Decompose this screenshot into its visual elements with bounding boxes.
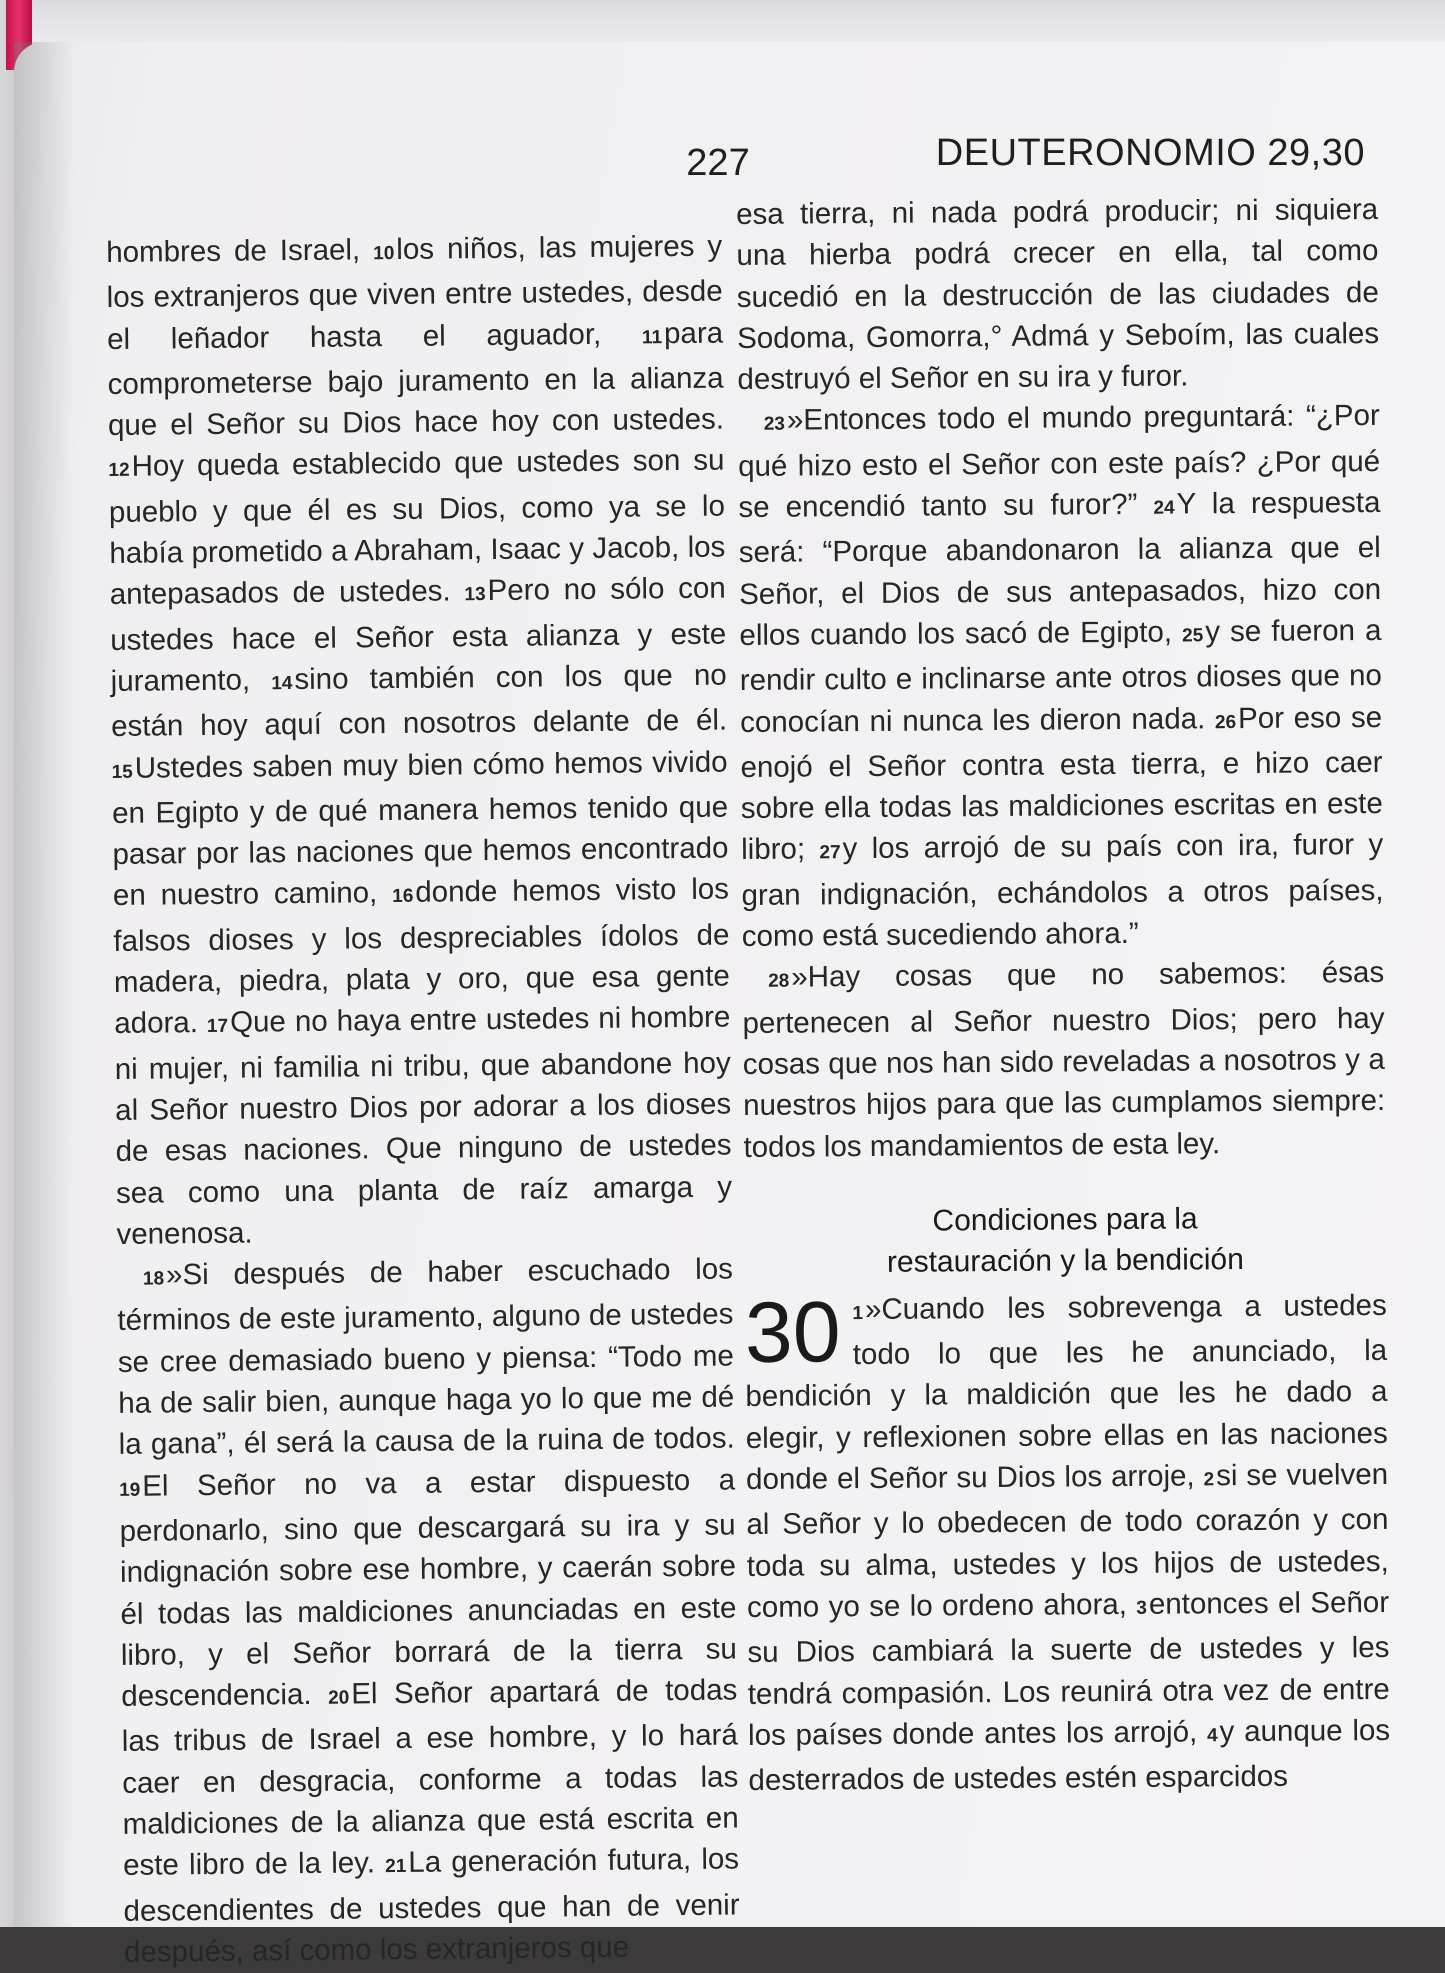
verse-number: 28 (768, 970, 790, 993)
verse-number: 1 (852, 1302, 864, 1324)
verse-text: El Señor no va a estar dispuesto a perdonarlo, sino que descargará su ira y su indignación sobre ese hombre, y caerán sobre él todas las maldiciones anunciadas en este libro, y el Señor borrará de la tierra su descendencia. (119, 1463, 738, 1714)
verse-number: 13 (464, 584, 486, 606)
verse-text: si se vuelven al Señor y lo obedecen de todo corazón y con toda su alma, ustedes y los hijos de ustedes, como yo se lo ordeno ahora, (746, 1457, 1389, 1624)
verse-number: 16 (392, 886, 414, 908)
verse-number: 18 (142, 1268, 165, 1290)
verse-text: Por eso se enojó el Señor contra esta tierra, e hizo caer sobre ella todas las maldiciones escritas en este libro; (740, 700, 1383, 867)
paragraph (736, 189, 1380, 401)
right-column (736, 189, 1391, 1801)
verse-number: 17 (206, 1016, 229, 1038)
verse-number: 21 (385, 1856, 407, 1878)
verse-text: Que no haya entre ustedes ni hombre ni mujer, ni familia ni tribu, que abandone hoy al Señor nuestro Dios por adorar a los dioses de esas naciones. Que ninguno de ustedes sea como una planta de raíz amarga y venenosa. (114, 1000, 733, 1251)
chapter-number: 30 (744, 1284, 841, 1381)
verse-number: 3 (1136, 1597, 1148, 1619)
verse-text: los niños, las mujeres y los extranjeros que viven entre ustedes, desde el leñador hasta el aguador, (106, 229, 723, 356)
left-column (106, 226, 740, 1973)
verse-text: y los arrojó de su país con ira, furor y gran indignación, echándolos a otros países, como está sucediendo ahora.” (741, 828, 1384, 954)
verse-text: El Señor apartará de todas las tribus de Israel a ese hombre, y lo hará caer en desgracia, conforme a todas las maldiciones de la alianza que está escrita en este libro de la ley. (121, 1673, 739, 1883)
verse-text: »Si después de haber escuchado los términos de este juramento, alguno de ustedes se cree demasiado bueno y piensa: “Todo me ha de salir bien, aunque haga yo lo que me dé la gana”, él será la causa de la ruina de todos. (117, 1252, 735, 1462)
verse-text: »Entonces todo el mundo preguntará: “¿Por qué hizo esto el Señor con este país? ¿Por qué se encendió tanto su furor?” (738, 399, 1381, 525)
paragraph (738, 395, 1384, 957)
verse-number: 24 (1153, 497, 1175, 519)
verse-number: 25 (1182, 625, 1204, 647)
section-heading (744, 1197, 1387, 1284)
verse-text: La generación futura, los descendientes de ustedes que han de venir después, así como los extranjeros que (123, 1842, 740, 1969)
verse-text: donde hemos visto los falsos dioses y los despreciables ídolos de madera, piedra, plata y oro, que esa gente adora. (113, 872, 730, 1041)
paragraph (742, 952, 1386, 1168)
verse-number: 12 (108, 460, 130, 482)
chapter-paragraph (745, 1285, 1391, 1802)
verse-number: 27 (819, 842, 841, 864)
verse-text: »Hay cosas que no sabemos: ésas pertenecen al Señor nuestro Dios; pero hay cosas que nos han sido reveladas a nosotros y a nuestros hijos para que las cumplamos siempre: todos los mandamientos de esta ley. (742, 956, 1386, 1164)
verse-text: y se fueron a rendir culto e inclinarse ante otros dioses que no conocían ni nunca les dieron nada. (739, 613, 1382, 739)
paragraph (106, 226, 733, 1256)
verse-number: 10 (373, 242, 395, 265)
verse-text: Pero no sólo con ustedes hace el Señor esta alianza y este juramento, (110, 571, 727, 698)
background-strip (30, 0, 1445, 48)
verse-number: 4 (1206, 1725, 1218, 1747)
verse-text: y aunque los desterrados de ustedes estén esparcidos (748, 1713, 1391, 1798)
verse-text: esa tierra, ni nada podrá producir; ni siquiera una hierba podrá crecer en ella, tal como sucedió en la destrucción de las ciudades de Sodoma, Gomorra,° Admá y Seboím, las cuales destruyó el Señor en su ira y furor. (736, 192, 1380, 397)
verse-number: 15 (111, 761, 133, 783)
verse-number: 20 (328, 1687, 350, 1709)
verse-number: 14 (271, 673, 293, 695)
running-head: DEUTERONOMIO 29,30 (935, 132, 1365, 174)
book-edge (0, 0, 14, 1927)
section-heading-line: restauración y la bendición (886, 1242, 1244, 1279)
verse-text: hombres de Israel, (106, 233, 374, 269)
verse-text: para comprometerse bajo juramento en la alianza que el Señor su Dios hace hoy con ustedes. (107, 316, 725, 443)
verse-text: entonces el Señor su Dios cambiará la suerte de ustedes y les tendrá compasión. Los reunirá otra vez de entre los países donde antes los arrojó, (747, 1585, 1390, 1752)
paragraph (117, 1249, 740, 1973)
verse-number: 11 (641, 326, 663, 348)
verse-text: Y la respuesta será: “Porque abandonaron la alianza que el Señor, el Dios de sus antepasados, hizo con ellos cuando los sacó de Egipto, (738, 486, 1382, 652)
verse-text: Hoy queda establecido que ustedes son su pueblo y que él es su Dios, como ya se lo había prometido a Abraham, Isaac y Jacob, los antepasados de ustedes. (108, 444, 726, 612)
page-number: 227 (686, 142, 750, 184)
section-heading-line: Condiciones para la (932, 1202, 1198, 1238)
verse-text: »Cuando les sobrevenga a ustedes todo lo que les he anunciado, la bendición y la maldición que les he dado a elegir, y reflexionen sobre ellas en las naciones donde el Señor su Dios los arroje, (745, 1288, 1388, 1496)
verse-number: 26 (1214, 711, 1237, 733)
verse-number: 2 (1203, 1469, 1215, 1491)
chapter-text (744, 1284, 1391, 1798)
verse-text: Ustedes saben muy bien cómo hemos vivido en Egipto y de qué manera hemos tenido que pasar por las naciones que hemos encontrado en nuestro camino, (111, 745, 729, 913)
verse-number: 19 (119, 1479, 141, 1501)
verse-text: sino también con los que no están hoy aquí con nosotros delante de él. (111, 658, 728, 744)
verse-number: 23 (763, 414, 786, 436)
book-page (14, 42, 1445, 1969)
